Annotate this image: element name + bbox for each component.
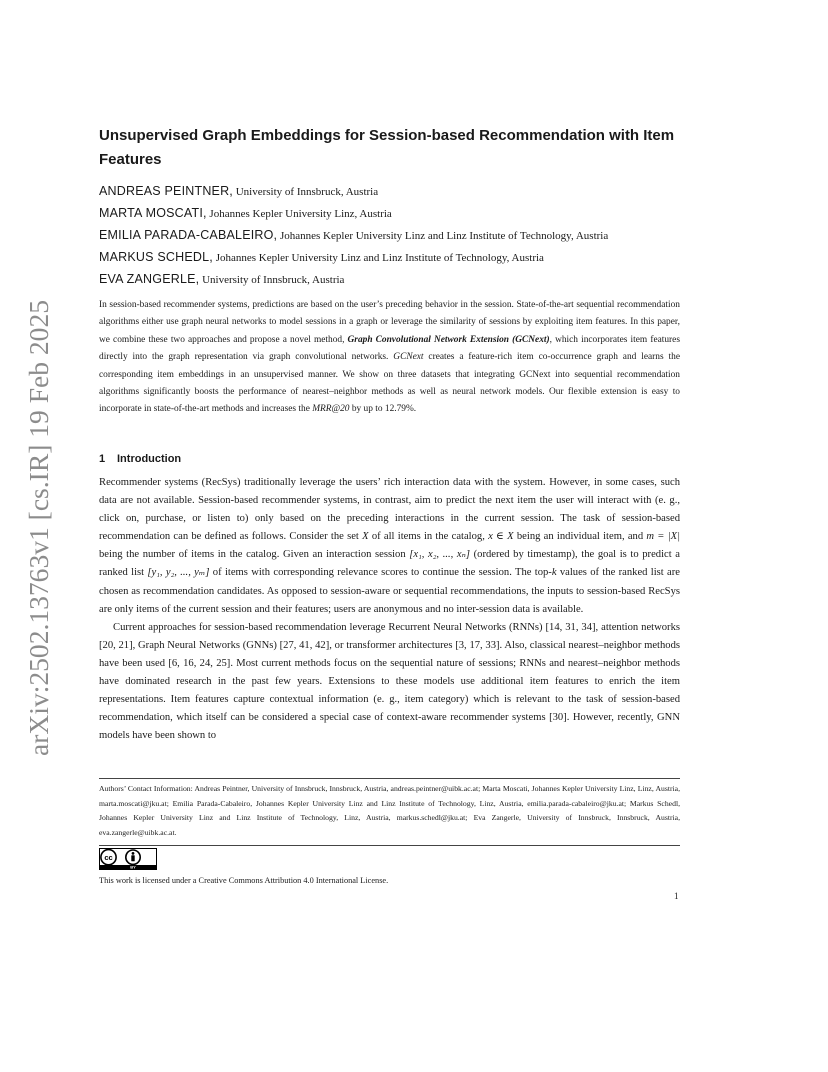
paragraph-text: Recommender systems (RecSys) traditionally leverage the users’ rich interaction data with the system. However, in some cases, such data are not available. Session-based recommender systems, in contrast, aim to predict the next item the user will interact with (e. g., click on, purchase, or listen to) only based on the preceding interactions in the current session. The task of session-based recommendation can be defined as follows. Consider the set xyxy=(99,477,680,543)
author-entry xyxy=(99,246,719,268)
author-entry xyxy=(99,268,719,290)
paragraph-text: of all items in the catalog, xyxy=(368,531,489,543)
abstract-text: by up to 12.79%. xyxy=(349,404,417,415)
paper-title: Unsupervised Graph Embeddings for Session-based Recommendation with Item Features xyxy=(99,127,675,168)
footnote-divider xyxy=(99,778,680,779)
author-affiliation: Johannes Kepler University Linz, Austria xyxy=(206,208,392,220)
method-name: Graph Convolutional Network Extension (GCNext) xyxy=(347,334,550,345)
paragraph-text: (ordered by timestamp), the goal is to predict a ranked list xyxy=(99,549,680,579)
method-name: GCNext xyxy=(393,352,424,363)
license-statement: This work is licensed under a Creative Commons Attribution 4.0 International License. xyxy=(99,876,389,885)
section-number: 1 xyxy=(99,453,106,465)
math-inline: k xyxy=(551,567,557,579)
author-contact-footnote: Authors’ Contact Information: Andreas Peintner, University of Innsbruck, Innsbruck, Austria, andreas.peintner@uibk.ac.at; Marta Moscati, Johannes Kepler University Linz, Linz, Austria, marta.moscati@jku.at; Emilia Parada-Cabaleiro, Johannes Kepler University Linz and Linz Institute of Technology, Linz, Austria, emilia.parada-cabaleiro@jku.at; Markus Schedl, Johannes Kepler University Linz and Linz Institute of Technology, Linz, Austria, markus.schedl@jku.at; Eva Zangerle, University of Innsbruck, Innsbruck, Austria, eva.zangerle@uibk.ac.at. xyxy=(99,784,680,837)
paragraph-text: values of the ranked list are chosen as recommendation candidates. As opposed to session-aware or sequential recommendations, the inputs to session-based RecSys are only items of the current session and their features; users are anonymous and no inter-session data is available. xyxy=(99,567,680,615)
arxiv-identifier xyxy=(20,298,56,758)
author-name: EVA ZANGERLE, xyxy=(99,272,200,286)
math-inline: [x₁, x₂, ..., xₙ] xyxy=(409,549,471,561)
paragraph-text: being an individual item, and xyxy=(513,531,647,543)
author-entry xyxy=(99,202,719,224)
author-name: ANDREAS PEINTNER, xyxy=(99,184,233,198)
author-affiliation: University of Innsbruck, Austria xyxy=(199,274,345,286)
math-inline: X xyxy=(362,531,369,543)
cc-label: cc xyxy=(104,853,113,862)
math-inline: x ∈ X xyxy=(488,531,514,543)
paragraph-text: being the number of items in the catalog. Given an interaction session xyxy=(99,549,410,561)
abstract-text: creates a feature-rich item co-occurrence graph and learns the corresponding item embeddings in an unsupervised manner. We show on three datasets that integrating GCNext into sequential recommendation algorithms significantly boosts the performance of nearest–neighbor methods as well as neural network models. Our flexible extension is easy to incorporate in state-of-the-art methods and increases the xyxy=(99,352,680,415)
cc-by-badge-icon xyxy=(99,848,157,875)
introduction-body xyxy=(99,474,680,745)
author-affiliation: Johannes Kepler University Linz and Linz Institute of Technology, Austria xyxy=(277,230,609,242)
math-inline: m = |X| xyxy=(646,531,680,543)
paragraph-text: of items with corresponding relevance scores to continue the session. The top- xyxy=(209,567,552,579)
abstract xyxy=(99,297,680,419)
section-heading xyxy=(99,452,181,466)
paragraph: Current approaches for session-based recommendation leverage Recurrent Neural Networks (RNNs) [14, 31, 34], attention networks [20, 21], Graph Neural Networks (GNNs) [27, 41, 42], or transformer architectures [3, 17, 33]. Also, classical nearest–neighbor methods have been used [6, 16, 24, 25]. Most current methods focus on the sequential nature of sessions; RNNs and nearest–neighbor methods have dominated research in the past few years. Extensions to these models use additional item features to enrich the item representations. Item features capture contextual information (e. g., item category) which is relevant to the task of session-based recommendation, which itself can be considered a special case of context-aware recommender systems [30]. However, recently, GNN models have been shown to xyxy=(99,621,680,742)
author-affiliation: Johannes Kepler University Linz and Linz Institute of Technology, Austria xyxy=(212,252,544,264)
paragraph xyxy=(99,474,680,619)
arxiv-identifier-text: arXiv:2502.13763v1 [cs.IR] 19 Feb 2025 xyxy=(24,309,54,756)
abstract-text: In session-based recommender systems, predictions are based on the user’s preceding behavior in the session. State-of-the-art sequential recommendation algorithms either use graph neural networks to model sessions in a graph or leverage the similarity of sessions by exploiting item features. In this paper, we combine these two approaches and propose a novel method, xyxy=(99,300,680,345)
section-title: Introduction xyxy=(117,453,182,465)
by-label: BY xyxy=(130,864,136,870)
author-entry xyxy=(99,180,719,202)
license-divider xyxy=(99,845,680,846)
author-name: MARTA MOSCATI, xyxy=(99,206,207,220)
author-affiliation: University of Innsbruck, Austria xyxy=(232,186,379,198)
author-name: MARKUS SCHEDL, xyxy=(99,250,213,264)
page-number: 1 xyxy=(674,891,679,901)
math-inline: [y₁, y₂, ..., yₘ] xyxy=(147,567,210,579)
metric-name: MRR@20 xyxy=(312,404,350,415)
author-list xyxy=(99,180,719,290)
author-entry xyxy=(99,224,719,246)
abstract-text: , which incorporates item features directly into the graph representation via graph convolutional networks. xyxy=(99,334,680,363)
author-name: EMILIA PARADA-CABALEIRO, xyxy=(99,228,278,242)
